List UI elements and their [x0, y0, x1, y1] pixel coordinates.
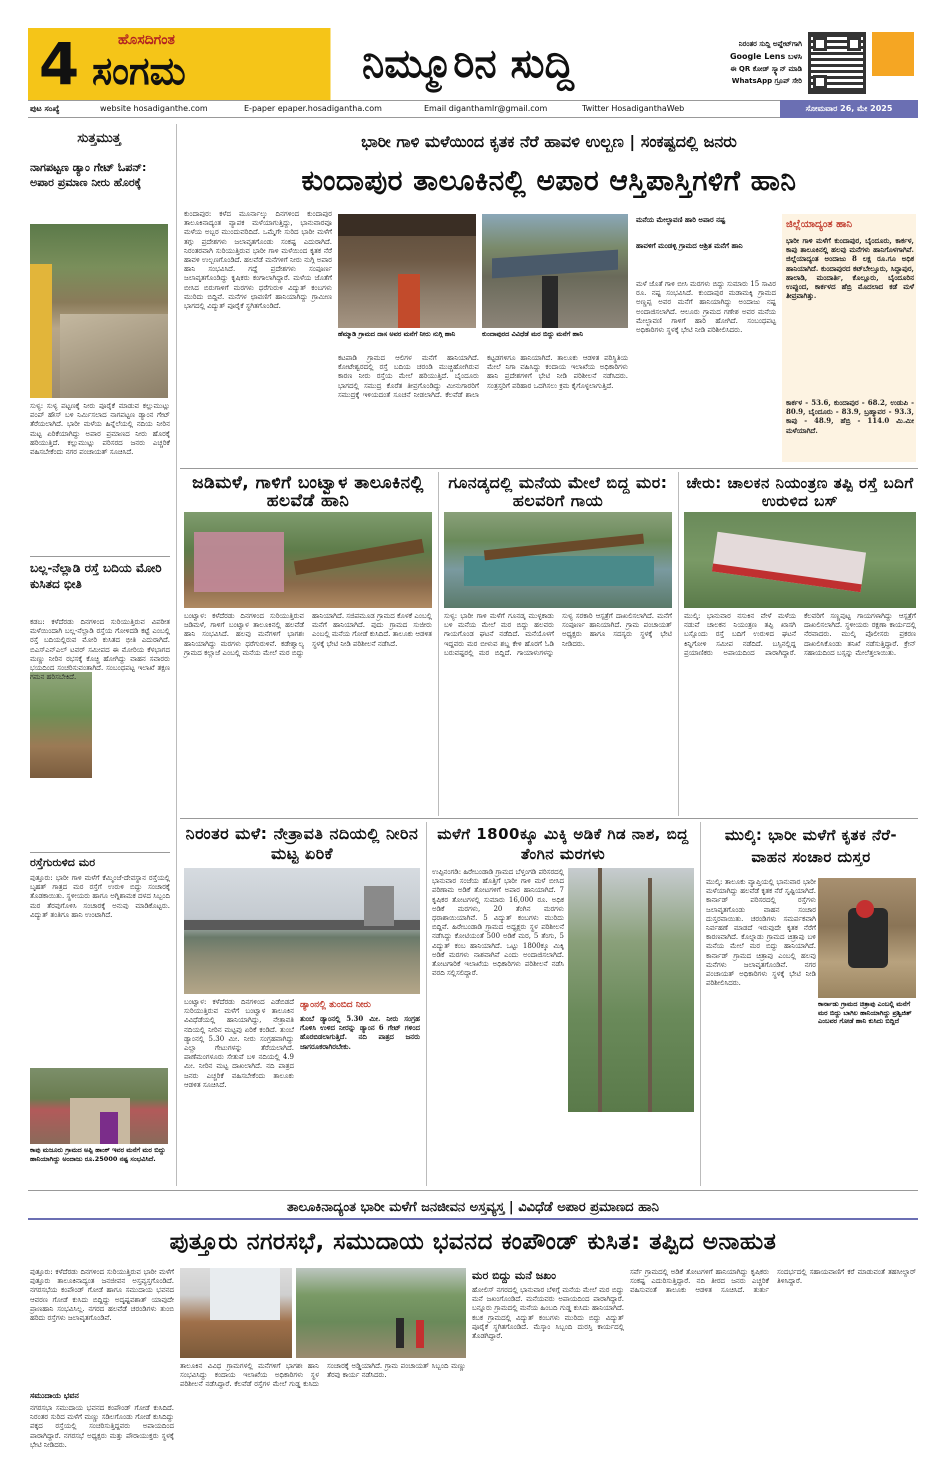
page-number: 4 [38, 30, 80, 98]
row2-story1-headline: ಜಡಿಮಳೆ, ಗಾಳಿಗೆ ಬಂಟ್ವಾಳ ತಾಲೂಕಿನಲ್ಲಿ ಹಲವೆಡೆ ಹಾನಿ [192, 473, 424, 511]
column-rule [438, 472, 439, 816]
qr-note-1: ನಿರಂತರ ಸುದ್ದಿ ಅಪ್ಡೇಟ್‌ಗಾಗಿ [738, 40, 802, 48]
brand-big: ಸಂಗಮ [92, 49, 186, 93]
lead-photo1 [338, 214, 476, 328]
twitter-link[interactable]: Twitter HosadiganthaWeb [582, 104, 685, 113]
lead-kicker: ಭಾರೀ ಗಾಳಿ ಮಳೆಯಿಂದ ಕೃತಕ ನೆರೆ ಹಾವಳಿ ಉಲ್ಬಣ | ಸಂಕಷ್ಟದಲ್ಲಿ ಜನರು [361, 132, 737, 151]
email-link[interactable]: Email diganthamlr@gmail.com [424, 104, 548, 113]
bottom-body2: ನಗರಸಭಾ ಸಮುದಾಯ ಭವನದ ಕಂಪೌಂಡ್ ಗೋಡೆ ಕುಸಿದಿದೆ. ನಿರಂತರ ಸುರಿದ ಮಳೆಗೆ ಮಣ್ಣು ಸಡಿಲಗೊಂಡು ಗೋಡೆ ಕುಸಿದಿದ್ದು ಪಕ್ಕದ ರಸ್ತೆಯಲ್ಲಿ ಸಂಚರಿಸುತ್ತಿದ್ದವರು ಅಪಾಯದಿಂದ ಪಾರಾಗಿದ್ದಾರೆ. ನಗರಸಭೆ ಅಧ್ಯಕ್ಷರು ಮತ್ತು ಪೌರಾಯುಕ್ತರು ಸ್ಥಳಕ್ಕೆ ಭೇಟಿ ನೀಡಿದರು. [30, 1404, 174, 1449]
row2-story2-photo [444, 512, 672, 608]
row3-story1-headline: ನಿರಂತರ ಮಳೆ: ನೇತ್ರಾವತಿ ನದಿಯಲ್ಲಿ ನೀರಿನ ಮಟ್ಟ ಏರಿಕೆ [185, 824, 419, 863]
row3-story1-body: ಬಂಟ್ವಾಳ: ಕಳೆದೆರಡು ದಿನಗಳಿಂದ ಎಡೆಬಿಡದೆ ಸುರಿಯುತ್ತಿರುವ ಮಳೆಗೆ ಬಂಟ್ವಾಳ ತಾಲೂಕಿನ ವಿವಿಧೆಡೆಯಲ್ಲಿ ಹಾನಿಯಾಗಿದ್ದು, ನೇತ್ರಾವತಿ ನದಿಯಲ್ಲಿ ನೀರಿನ ಮಟ್ಟವು ಏರಿಕೆ ಕಂಡಿದೆ. ತುಂಬೆ ಡ್ಯಾಂನಲ್ಲಿ 5.30 ಮೀ. ನೀರು ಸಂಗ್ರಹವಾಗಿದ್ದು ಎಲ್ಲಾ ಗೇಟುಗಳನ್ನು ತೆರೆಯಲಾಗಿದೆ. ಪಾಣೆಮಂಗಳೂರು ಸೇತುವೆ ಬಳಿ ನದಿಯಲ್ಲಿ 4.9 ಮೀ. ನೀರಿನ ಮಟ್ಟ ದಾಖಲಾಗಿದೆ. ನದಿ ಪಾತ್ರದ ಜನರು ಎಚ್ಚರಿಕೆ ವಹಿಸಬೇಕೆಂದು ತಾಲೂಕು ಆಡಳಿತ ಸೂಚಿಸಿದೆ. [184, 998, 294, 1089]
row3-story1-photo [184, 868, 420, 994]
lead-photo1-caption: ಹೆಮ್ಮಾಡಿ ಗ್ರಾಮದ ದಾಸ ಅವರ ಮನೆಗೆ ನೀರು ನುಗ್ಗಿ ಹಾನಿ [338, 330, 456, 338]
left-story3-headline: ರಸ್ತೆಗುರುಳಿದ ಮರ [30, 856, 96, 869]
lead-photo2-caption: ಕುಂದಾಪುರದ ವಿವಿಧೆಡೆ ಮರ ಬಿದ್ದು ಮನೆಗೆ ಹಾನಿ [482, 330, 583, 338]
bottom-subhead2: ಮರ ಬಿದ್ದು ಮನೆ ಜಖಂ [472, 1269, 557, 1282]
section-label: ಪುಟ ಸಂಖ್ಯೆ [30, 104, 60, 113]
bottom-photo1 [180, 1268, 292, 1358]
row3-story3-photo [818, 878, 916, 998]
epaper-link[interactable]: E-paper epaper.hosadigantha.com [244, 104, 382, 113]
row3-story2-body: ಉಪ್ಪಿನಂಗಡಿ: ಹಿರೇಬಂಡಾಡಿ ಗ್ರಾಮದ ಬೆಳ್ತಂಗಡಿ ಪರಿಸರದಲ್ಲಿ ಭಾನುವಾರ ಸಂಜೆಯ ಹೊತ್ತಿಗೆ ಭಾರೀ ಗಾಳಿ ಮಳೆ ಬೀಸಿದ ಪರಿಣಾಮ ಅಡಿಕೆ ತೋಟಗಳಿಗೆ ಅಪಾರ ಹಾನಿಯಾಗಿದೆ. 7 ಕೃಷಿಕರ ತೋಟಗಳಲ್ಲಿ ಸುಮಾರು 16,000 ರೂ. ಅಧಿಕ ಅಡಿಕೆ ಮರಗಳು, 20 ತೆಂಗಿನ ಮರಗಳು ಧರಾಶಾಯಿಯಾಗಿವೆ. 5 ವಿದ್ಯುತ್ ಕಂಬಗಳು ಮುರಿದು ಬಿದ್ದಿವೆ. ಹಿರೇಬಂಡಾಡಿ ಗ್ರಾಮದ ಅಧ್ಯಕ್ಷರು ಸ್ಥಳ ಪರಿಶೀಲನೆ ನಡೆಸಿದ್ದು ಕೋಟಿಯಂತೆ 500 ಅಡಿಕೆ ಮರ, 5 ತೆಂಗು, 5 ವಿದ್ಯುತ್ ಕಂಬ ಹಾನಿಯಾಗಿದೆ. ಒಟ್ಟು 1800ಕ್ಕೂ ಮಿಕ್ಕಿ ಅಡಿಕೆ ಮರಗಳು ನಾಶವಾಗಿವೆ ಎಂದು ಅಂದಾಜಿಸಲಾಗಿದೆ. ತೋಟಗಾರಿಕೆ ಇಲಾಖೆಯ ಅಧಿಕಾರಿಗಳು ಪರಿಶೀಲನೆ ನಡೆಸಿ ವರದಿ ಸಲ್ಲಿಸಲಿದ್ದಾರೆ. [432, 868, 564, 978]
lead-body1: ಕುಂದಾಪುರ: ಕಳೆದ ಮೂರ್ನಾಲ್ಕು ದಿನಗಳಿಂದ ಕುಂದಾಪುರ ತಾಲೂಕಿನಾದ್ಯಂತ ವ್ಯಾಪಕ ಮಳೆಯಾಗುತ್ತಿದ್ದು, ಭಾನುವಾರವೂ ಮಳೆಯ ಅಬ್ಬರ ಮುಂದುವರಿದಿದೆ. ಒಮ್ಮೆಗೇ ಸುರಿದ ಭಾರೀ ಮಳೆಗೆ ತಗ್ಗು ಪ್ರದೇಶಗಳು ಜಲಾವೃತಗೊಂಡು ಸಂಕಷ್ಟ ಎದುರಾಗಿದೆ. ನಿರಂತರವಾಗಿ ಸುರಿಯುತ್ತಿರುವ ಭಾರೀ ಗಾಳಿ ಮಳೆಯಿಂದ ಕೃತಕ ನೆರೆ ಹಾವಳಿ ಉಲ್ಬಣಗೊಂಡಿದೆ. ಹಲವೆಡೆ ಮನೆಗಳಿಗೆ ನೀರು ನುಗ್ಗಿ ಅಪಾರ ಹಾನಿ ಸಂಭವಿಸಿದೆ. ಗದ್ದೆ ಪ್ರದೇಶಗಳು ಸಂಪೂರ್ಣ ಜಲಾವೃತಗೊಂಡಿದ್ದು ಕೃಷಿಕರು ಕಂಗಾಲಾಗಿದ್ದಾರೆ. ಮಳೆಯ ಜೊತೆಗೆ ಬೀಸಿದ ಬಿರುಗಾಳಿಗೆ ಮರಗಳು ಧರೆಗುರುಳಿ ವಿದ್ಯುತ್ ಕಂಬಗಳು ಮುರಿದು ಬಿದ್ದಿವೆ. ಮನೆಗಳ ಛಾವಣಿಗೆ ಹಾನಿಯಾಗಿದ್ದು ಗ್ರಾಮೀಣ ಭಾಗದಲ್ಲಿ ವಿದ್ಯುತ್ ಪೂರೈಕೆ ಸ್ಥಗಿತಗೊಂಡಿದೆ. [184, 210, 332, 311]
row2-story1-body: ಬಂಟ್ವಾಳ: ಕಳೆದೆರಡು ದಿನಗಳಿಂದ ಸುರಿಯುತ್ತಿರುವ ಜಡಿಮಳೆ, ಗಾಳಿಗೆ ಬಂಟ್ವಾಳ ತಾಲೂಕಿನಲ್ಲಿ ಹಲವೆಡೆ ಹಾನಿ ಸಂಭವಿಸಿದೆ. ಹಲವು ಮನೆಗಳಿಗೆ ಭಾಗಶಃ ಹಾನಿಯಾಗಿದ್ದು ಮರಗಳು ಧರೆಗುರುಳಿವೆ. ಕಡೇಶ್ವಾಲ್ಯ ಗ್ರಾಮದ ಕಲ್ಲಾಜೆ ಎಂಬಲ್ಲಿ ಮನೆಯ ಮೇಲೆ ಮರ ಬಿದ್ದು ಹಾನಿಯಾಗಿದೆ. ಸಜಿಪಮೂಡ ಗ್ರಾಮದ ಕೊಳಕೆ ಎಂಬಲ್ಲಿ ಮನೆಗೆ ಹಾನಿಯಾಗಿದೆ. ಪುದು ಗ್ರಾಮದ ಸುಜೀರು ಎಂಬಲ್ಲಿ ಮನೆಯ ಗೋಡೆ ಕುಸಿದಿದೆ. ತಾಲೂಕು ಆಡಳಿತ ಸ್ಥಳಕ್ಕೆ ಭೇಟಿ ನೀಡಿ ಪರಿಶೀಲನೆ ನಡೆಸಿದೆ. [184, 612, 432, 657]
row2-story2-body: ಸುಳ್ಯ: ಭಾರೀ ಗಾಳಿ ಮಳೆಗೆ ಗೂನಡ್ಕ ಮುಳ್ಳಕಾಡು ಬಳಿ ಮನೆಯ ಮೇಲೆ ಮರ ಬಿದ್ದು ಹಲವರು ಗಾಯಗೊಂಡ ಘಟನೆ ನಡೆದಿದೆ. ಮನೆಯೊಳಗೆ ಇದ್ದವರು ಮರ ಬೀಳುವ ಶಬ್ದ ಕೇಳಿ ಹೊರಗೆ ಓಡಿ ಬರುವಷ್ಟರಲ್ಲಿ ಮರ ಬಿದ್ದಿದೆ. ಗಾಯಾಳುಗಳನ್ನು ಸುಳ್ಯ ಸರಕಾರಿ ಆಸ್ಪತ್ರೆಗೆ ದಾಖಲಿಸಲಾಗಿದೆ. ಮನೆಗೆ ಸಂಪೂರ್ಣ ಹಾನಿಯಾಗಿದೆ. ಗ್ರಾಮ ಪಂಚಾಯತ್ ಅಧ್ಯಕ್ಷರು ಹಾಗೂ ಸದಸ್ಯರು ಸ್ಥಳಕ್ಕೆ ಭೇಟಿ ನೀಡಿದರು. [444, 612, 672, 657]
masthead-accent-block [872, 32, 914, 76]
lead-body2: ಕಟಪಾಡಿ ಗ್ರಾಮದ ಆಲಿಗಳ ಮನೆಗೆ ಹಾನಿಯಾಗಿದೆ. ಕೋಟೇಶ್ವರದಲ್ಲಿ ರಸ್ತೆ ಬದಿಯ ಚರಂಡಿ ಮುಚ್ಚಿಹೋಗಿರುವ ಕಾರಣ ನೀರು ರಸ್ತೆಯ ಮೇಲೆ ಹರಿಯುತ್ತಿದೆ. ಬೈಂದೂರು ಭಾಗದಲ್ಲಿ ಸಮುದ್ರ ಕೊರೆತ ತೀವ್ರಗೊಂಡಿದ್ದು ಮೀನುಗಾರರಿಗೆ ಸಮುದ್ರಕ್ಕೆ ಇಳಿಯದಂತೆ ಸೂಚನೆ ನೀಡಲಾಗಿದೆ. ಕೆಲವೆಡೆ ಶಾಲಾ ಕಟ್ಟಡಗಳಿಗೂ ಹಾನಿಯಾಗಿದೆ. ತಾಲೂಕು ಆಡಳಿತ ಪರಿಸ್ಥಿತಿಯ ಮೇಲೆ ನಿಗಾ ವಹಿಸಿದ್ದು ಕಂದಾಯ ಇಲಾಖೆಯ ಅಧಿಕಾರಿಗಳು ಹಾನಿ ಪ್ರದೇಶಗಳಿಗೆ ಭೇಟಿ ನೀಡಿ ಪರಿಶೀಲನೆ ನಡೆಸಿದರು. ಸಂತ್ರಸ್ತರಿಗೆ ಪರಿಹಾರ ಒದಗಿಸಲು ಕ್ರಮ ಕೈಗೊಳ್ಳಲಾಗುತ್ತಿದೆ. [338, 354, 628, 399]
left-story3-body: ಪುತ್ತೂರು: ಭಾರೀ ಗಾಳಿ ಮಳೆಗೆ ಕೆಮ್ಮಿಂಜೆ-ದೇವಸ್ಥಾನ ರಸ್ತೆಯಲ್ಲಿ ಬೃಹತ್ ಗಾತ್ರದ ಮರ ರಸ್ತೆಗೆ ಉರುಳಿ ಬಿದ್ದು ಸಂಚಾರಕ್ಕೆ ತೊಡಕಾಯಿತು. ಸ್ಥಳೀಯರು ಹಾಗೂ ಅಗ್ನಿಶಾಮಕ ದಳದ ಸಿಬ್ಬಂದಿ ಮರ ತೆರವುಗೊಳಿಸಿ ಸಂಚಾರಕ್ಕೆ ಅನುವು ಮಾಡಿಕೊಟ್ಟರು. ವಿದ್ಯುತ್ ತಂತಿಗೂ ಹಾನಿ ಉಂಟಾಗಿದೆ. [30, 874, 170, 919]
lead-photo2 [482, 214, 628, 328]
left-story1-body: ಸುಳ್ಯ: ಸುಳ್ಯ ಪಟ್ಟಣಕ್ಕೆ ನೀರು ಪೂರೈಕೆ ಮಾಡುವ ಕಲ್ಲುಮುಟ್ಲು ಪಂಪ್ ಹೌಸ್ ಬಳಿ ನಿರ್ಮಿಸಲಾದ ನಾಗಪಟ್ಟಣ ಡ್ಯಾಂನ ಗೇಟ್ ತೆರೆಯಲಾಗಿದೆ. ಭಾರೀ ಮಳೆಯ ಹಿನ್ನೆಲೆಯಲ್ಲಿ ನದಿಯ ನೀರಿನ ಮಟ್ಟ ಏರಿಕೆಯಾಗಿದ್ದು ಅಪಾರ ಪ್ರಮಾಣದ ನೀರು ಹೊರಕ್ಕೆ ಹರಿಯುತ್ತಿದೆ. ಕಲ್ಲುಮುಟ್ಲು ಪರಿಸರದ ಜನರು ಎಚ್ಚರಿಕೆ ವಹಿಸಬೇಕೆಂದು ನಗರ ಪಂಚಾಯತ್ ಸೂಚಿಸಿದೆ. [30, 402, 170, 457]
sidebar-title: ಜಿಲ್ಲೆಯಾದ್ಯಂತ ಹಾನಿ [786, 219, 853, 230]
date-label: ಸೋಮವಾರ 26, ಮೇ 2025 [780, 100, 918, 118]
row2-story1-photo [184, 512, 432, 608]
bottom-headline: ಪುತ್ತೂರು ನಗರಸಭೆ, ಸಮುದಾಯ ಭವನದ ಕಂಪೌಂಡ್ ಕುಸಿತ: ತಪ್ಪಿದ ಅನಾಹುತ [169, 1229, 777, 1255]
sidebar-body: ಭಾರೀ ಗಾಳಿ ಮಳೆಗೆ ಕುಂದಾಪುರ, ಬೈಂದೂರು, ಕಾರ್ಕಳ, ಕಾಪು ತಾಲೂಕಿನಲ್ಲಿ ಹಲವು ಮನೆಗಳು ಹಾನಿಗೊಳಗಾಗಿವೆ. ಜಿಲ್ಲೆಯಾದ್ಯಂತ ಅಂದಾಜು 8 ಲಕ್ಷ ರೂ.ಗೂ ಅಧಿಕ ಹಾನಿಯಾಗಿದೆ. ಕುಂದಾಪುರದ ಕಟ್‌ಬೇಲ್ತೂರು, ಸಿದ್ದಾಪುರ, ಹಾಲಾಡಿ, ಮಂದಾರ್ತಿ, ಕೊಲ್ಲೂರು, ಬೈಂದೂರಿನ ಉಪ್ಪುಂದ, ಕಾರ್ಕಳದ ಹೆಬ್ರಿ ಮೊದಲಾದ ಕಡೆ ಮಳೆ ತೀವ್ರವಾಗಿತ್ತು. [786, 236, 914, 301]
row2-story2-headline: ಗೂನಡ್ಕದಲ್ಲಿ ಮನೆಯ ಮೇಲೆ ಬಿದ್ದ ಮರ: ಹಲವರಿಗೆ ಗಾಯ [448, 473, 668, 510]
bottom-photo2 [296, 1268, 466, 1358]
qr-note-3: ಈ QR ಕೋಡ್ ಸ್ಕ್ಯಾನ್ ಮಾಡಿ [730, 65, 802, 73]
row3-story3-body: ಮುಲ್ಕಿ: ತಾಲೂಕು ವ್ಯಾಪ್ತಿಯಲ್ಲಿ ಭಾನುವಾರ ಭಾರೀ ಮಳೆಯಾಗಿದ್ದು ಹಲವೆಡೆ ಕೃತಕ ನೆರೆ ಸೃಷ್ಟಿಯಾಗಿದೆ. ಕಾರ್ನಾಡ್ ಪರಿಸರದಲ್ಲಿ ರಸ್ತೆಗಳು ಜಲಾವೃತಗೊಂಡು ವಾಹನ ಸಂಚಾರ ದುಸ್ತರವಾಯಿತು. ಚರಂಡಿಗಳು ಸಮರ್ಪಕವಾಗಿ ನಿರ್ವಹಣೆ ಮಾಡದೆ ಇರುವುದೇ ಕೃತಕ ನೆರೆಗೆ ಕಾರಣವಾಗಿದೆ. ಕೊಲ್ನಾಡು ಗ್ರಾಮದ ಚಿತ್ರಾಪು ಬಳಿ ಮನೆಯ ಮೇಲೆ ಮರ ಬಿದ್ದು ಹಾನಿಯಾಗಿದೆ. ಕಾರ್ನಾಡ್ ಗ್ರಾಮದ ಚಿತ್ರಾಪು ಎಂಬಲ್ಲಿ ಹಲವು ಮನೆಗಳು ಜಲಾವೃತಗೊಂಡಿವೆ. ನಗರ ಪಂಚಾಯತ್ ಅಧಿಕಾರಿಗಳು ಸ್ಥಳಕ್ಕೆ ಭೇಟಿ ನೀಡಿ ಪರಿಶೀಲಿಸಿದರು. [706, 878, 816, 988]
qr-note-2: Google Lens ಬಳಸಿ [729, 52, 802, 61]
row2-story3-photo [684, 512, 916, 608]
row3-story2-photo [568, 868, 694, 1112]
row3-story1-box-title: ಡ್ಯಾಂನಲ್ಲಿ ತುಂಬಿದ ನೀರು [300, 1000, 371, 1010]
lead-bullet2: ಹಾವಳಿಗೆ ಮಂಡಳ್ಳಿ ಗ್ರಾಮದ ಆಶ್ರಿತ ಮನೆಗೆ ಹಾನಿ [636, 242, 743, 250]
divider [30, 556, 170, 557]
row2-story3-body: ಮುಲ್ಕಿ: ಭಾನುವಾರ ನಸುಕಿನ ವೇಳೆ ಮಳೆಯ ನಡುವೆ ಚಾಲಕನ ನಿಯಂತ್ರಣ ತಪ್ಪಿ ಖಾಸಗಿ ಬಸ್ಸೊಂದು ರಸ್ತೆ ಬದಿಗೆ ಉರುಳಿದ ಘಟನೆ ಕಿನ್ನಿಗೋಳಿ ಸಮೀಪ ನಡೆದಿದೆ. ಬಸ್ಸಿನಲ್ಲಿದ್ದ ಪ್ರಯಾಣಿಕರು ಅಪಾಯದಿಂದ ಪಾರಾಗಿದ್ದಾರೆ. ಕೆಲವರಿಗೆ ಸಣ್ಣಪುಟ್ಟ ಗಾಯಗಳಾಗಿದ್ದು ಆಸ್ಪತ್ರೆಗೆ ದಾಖಲಿಸಲಾಗಿದೆ. ಸ್ಥಳೀಯರು ರಕ್ಷಣಾ ಕಾರ್ಯದಲ್ಲಿ ನೆರವಾದರು. ಮುಲ್ಕಿ ಪೊಲೀಸರು ಪ್ರಕರಣ ದಾಖಲಿಸಿಕೊಂಡು ತನಿಖೆ ನಡೆಸುತ್ತಿದ್ದಾರೆ. ಕ್ರೇನ್ ಸಹಾಯದಿಂದ ಬಸ್ಸನ್ನು ಮೇಲೆತ್ತಲಾಯಿತು. [684, 612, 916, 657]
row3-story3-caption: ಕಾರ್ನಾಡು ಗ್ರಾಮದ ಚಿತ್ರಾಪು ಎಂಬಲ್ಲಿ ಮನೆಗೆ ಮರ ಬಿದ್ದು ಬಾಗಿಲ ಹಾನಿಯಾಗಿದ್ದು ಪ್ರಶ್ವಿಜಿತ್ ಎಂಬವರ ಗೋಡೆ ಹಾನಿ ಕುಸಿದು ಬಿದ್ದಿದೆ [818, 1000, 912, 1025]
column-rule [678, 472, 679, 816]
bottom-subhead: ಸಮುದಾಯ ಭವನ [30, 1391, 79, 1400]
bottom-body1: ಪುತ್ತೂರು: ಕಳೆದೆರಡು ದಿನಗಳಿಂದ ಸುರಿಯುತ್ತಿರುವ ಭಾರೀ ಮಳೆಗೆ ಪುತ್ತೂರು ತಾಲೂಕಿನಾದ್ಯಂತ ಜನಜೀವನ ಅಸ್ತವ್ಯಸ್ತಗೊಂಡಿದೆ. ನಗರಸಭೆಯ ಕಂಪೌಂಡ್ ಗೋಡೆ ಹಾಗೂ ಸಮುದಾಯ ಭವನದ ಆವರಣ ಗೋಡೆ ಕುಸಿದು ಬಿದ್ದಿದ್ದು ಅದೃಷ್ಟವಶಾತ್ ಯಾವುದೇ ಪ್ರಾಣಹಾನಿ ಸಂಭವಿಸಿಲ್ಲ. ನಗರದ ಹಲವೆಡೆ ಚರಂಡಿಗಳು ತುಂಬಿ ಹರಿದು ರಸ್ತೆಗಳು ಜಲಾವೃತಗೊಂಡಿವೆ. [30, 1268, 174, 1323]
column-rule [426, 822, 427, 1186]
sidebar-stats: ಕಾರ್ಕಳ - 53.6, ಕುಂದಾಪುರ - 68.2, ಉಡುಪಿ - 80.9, ಬೈಂದೂರು - 83.9, ಬ್ರಹ್ಮಾವರ - 93.3, ಕಾಪು - 48.9, ಹೆಬ್ರಿ - 114.0 ಮಿ.ಮೀ ಮಳೆಯಾಗಿದೆ. [786, 398, 914, 435]
section-label-suttamutta: ಸುತ್ತಮುತ್ತ [77, 131, 121, 146]
bottom-body4: ತಾಲೂಕಿನ ವಿವಿಧ ಗ್ರಾಮಗಳಲ್ಲಿ ಮನೆಗಳಿಗೆ ಭಾಗಶಃ ಹಾನಿ ಸಂಭವಿಸಿದ್ದು ಕಂದಾಯ ಇಲಾಖೆಯ ಅಧಿಕಾರಿಗಳು ಸ್ಥಳ ಪರಿಶೀಲನೆ ನಡೆಸಿದ್ದಾರೆ. ಕೆಲವೆಡೆ ರಸ್ತೆಗಳ ಮೇಲೆ ಗುಡ್ಡ ಕುಸಿದು ಸಂಚಾರಕ್ಕೆ ಅಡ್ಡಿಯಾಗಿದೆ. ಗ್ರಾಮ ಪಂಚಾಯತ್ ಸಿಬ್ಬಂದಿ ಮಣ್ಣು ತೆರವು ಕಾರ್ಯ ನಡೆಸಿದರು. [180, 1362, 466, 1389]
left-story2-headline: ಬಲ್ಲ-ನೆಲ್ಲಾಡಿ ರಸ್ತೆ ಬದಿಯ ಮೋರಿ ಕುಸಿತದ ಭೀತಿ [30, 561, 162, 591]
bottom-body5: ಸರ್ವೆ ಗ್ರಾಮದಲ್ಲಿ ಅಡಿಕೆ ತೋಟಗಳಿಗೆ ಹಾನಿಯಾಗಿದ್ದು ಕೃಷಿಕರು ಸಂಕಷ್ಟ ಎದುರಿಸುತ್ತಿದ್ದಾರೆ. ನದಿ ತೀರದ ಜನರು ಎಚ್ಚರಿಕೆ ವಹಿಸುವಂತೆ ತಾಲೂಕು ಆಡಳಿತ ಸೂಚಿಸಿದೆ. ತುರ್ತು ಸಂದರ್ಭದಲ್ಲಿ ಸಹಾಯವಾಣಿಗೆ ಕರೆ ಮಾಡುವಂತೆ ತಹಸೀಲ್ದಾರ್ ತಿಳಿಸಿದ್ದಾರೆ. [630, 1268, 916, 1295]
bottom-kicker: ತಾಲೂಕಿನಾದ್ಯಂತ ಭಾರೀ ಮಳೆಗೆ ಜನಜೀವನ ಅಸ್ತವ್ಯಸ್ತ | ವಿವಿಧೆಡೆ ಅಪಾರ ಪ್ರಮಾಣದ ಹಾನಿ [28, 1196, 918, 1220]
lead-body3: ಮಳೆ ಜೊತೆ ಗಾಳಿ ಬೀಸಿ ಮರಗಳು ಬಿದ್ದು ಸುಮಾರು 15 ಸಾವಿರ ರೂ. ನಷ್ಟ ಸಂಭವಿಸಿದೆ. ಕುಂದಾಪುರ ಮಡಾಮಕ್ಕಿ ಗ್ರಾಮದ ಅಣ್ಣಪ್ಪ ಅವರ ಮನೆಗೆ ಹಾನಿಯಾಗಿದ್ದು ಅಂದಾಜು ನಷ್ಟ ಅಂದಾಜಿಸಲಾಗಿದೆ. ಆಲೂರು ಗ್ರಾಮದ ಗಣೇಶ ಅವರ ಮನೆಯ ಮೇಲ್ಛಾವಣಿ ಗಾಳಿಗೆ ಹಾರಿ ಹೋಗಿದೆ. ಸಂಬಂಧಪಟ್ಟ ಅಧಿಕಾರಿಗಳು ಸ್ಥಳಕ್ಕೆ ಭೇಟಿ ನೀಡಿ ಪರಿಶೀಲಿಸಿದರು. [636, 280, 776, 335]
left-story2-body: ಕಡಬ: ಕಳೆದೆರಡು ದಿನಗಳಿಂದ ಸುರಿಯುತ್ತಿರುವ ವಿಪರೀತ ಮಳೆಯಿಂದಾಗಿ ಬಲ್ಲ-ನೆಲ್ಲಾಡಿ ರಸ್ತೆಯ ಗೋಳಿದಡಿ ಕಟ್ಟೆ ಎಂಬಲ್ಲಿ ರಸ್ತೆ ಬದಿಯಲ್ಲಿರುವ ಮೋರಿ ಕುಸಿತದ ಭೀತಿ ಎದುರಾಗಿದೆ. ಬಿಎಸ್‌ಎನ್‌ಎಲ್ ಟವರ್ ಸಮೀಪದ ಈ ಮೋರಿಯ ಕೆಳಭಾಗದ ಮಣ್ಣು ನೀರಿನ ರಭಸಕ್ಕೆ ಕೊಚ್ಚಿ ಹೋಗಿದ್ದು ವಾಹನ ಸವಾರರು ಭಯದಿಂದ ಸಂಚರಿಸುವಂತಾಗಿದೆ. ಸಂಬಂಧಪಟ್ಟ ಇಲಾಖೆ ತಕ್ಷಣ ಗಮನ ಹರಿಸಬೇಕಿದೆ. [30, 618, 170, 682]
dam-photo [30, 224, 168, 398]
lead-bullet1: ಮನೆಯ ಮೇಲ್ಛಾವಣಿ ಹಾರಿ ಅಪಾರ ನಷ್ಟ [636, 216, 726, 224]
left-story3-caption: ಕಾಪು ಮಜೂರು ಗ್ರಾಮದ ಅಪ್ಪಿ ಹಾಂಕ್ ಇವರ ಮನೆಗೆ ಮರ ಬಿದ್ದು ಹಾನಿಯಾಗಿದ್ದು ಅಂದಾಜು ರೂ.25000 ನಷ್ಟ ಸಂಭವಿಸಿದೆ. [30, 1146, 166, 1163]
qr-note-4: WhatsApp ಗ್ರೂಪ್ ಸೇರಿ [731, 77, 802, 85]
divider [28, 1190, 918, 1191]
divider [180, 468, 918, 469]
house-tree-photo [30, 1068, 168, 1144]
column-rule [700, 822, 701, 1186]
left-story1-headline: ನಾಗಪಟ್ಟಣ ಡ್ಯಾಂ ಗೇಟ್ ಓಪನ್: ಅಪಾರ ಪ್ರಮಾಣ ನೀರು ಹೊರಕ್ಕೆ [30, 161, 147, 189]
row3-story3-headline: ಮುಲ್ಕಿ: ಭಾರೀ ಮಳೆಗೆ ಕೃತಕ ನೆರೆ- ವಾಹನ ಸಂಚಾರ ದುಸ್ತರ [724, 826, 898, 866]
qr-code-icon [808, 32, 866, 94]
column-rule [176, 124, 177, 1186]
website-link[interactable]: website hosadiganthe.com [100, 104, 208, 113]
brand-small: ಹೊಸದಿಗಂತ [118, 32, 175, 48]
row3-story2-headline: ಮಳೆಗೆ 1800ಕ್ಕೂ ಮಿಕ್ಕಿ ಅಡಿಕೆ ಗಿಡ ನಾಶ, ಬಿದ್ದ ತೆಂಗಿನ ಮರಗಳು [437, 825, 689, 863]
row3-story1-box-body: ತುಂಬೆ ಡ್ಯಾಂನಲ್ಲಿ 5.30 ಮೀ. ನೀರು ಸಂಗ್ರಹ ಗೊಳಿಸಿ ಉಳಿದ ನೀರನ್ನು ಡ್ಯಾಂನ 6 ಗೇಟ್ ಗಳಿಂದ ಹೊರಬಿಡಲಾಗುತ್ತಿದೆ. ನದಿ ಪಾತ್ರದ ಜನರು ಜಾಗರೂಕರಾಗಿರಬೇಕು. [300, 1014, 420, 1051]
divider [30, 852, 170, 853]
divider [180, 818, 918, 819]
lead-headline: ಕುಂದಾಪುರ ತಾಲೂಕಿನಲ್ಲಿ ಅಪಾರ ಆಸ್ತಿಪಾಸ್ತಿಗಳಿಗೆ ಹಾನಿ [301, 164, 797, 197]
masthead-title: ನಿಮ್ಮೂರಿನ ಸುದ್ದಿ [362, 41, 574, 87]
row2-story3-headline: ಚೇರು: ಚಾಲಕನ ನಿಯಂತ್ರಣ ತಪ್ಪಿ ರಸ್ತೆ ಬದಿಗೆ ಉರುಳಿದ ಬಸ್ [686, 474, 914, 510]
bottom-body3: ಹೋಲಿಸ್ ನಗರದಲ್ಲಿ ಭಾನುವಾರ ಬೆಳಿಗ್ಗೆ ಮನೆಯ ಮೇಲೆ ಮರ ಬಿದ್ದು ಮನೆ ಜಖಂಗೊಂಡಿದೆ. ಮನೆಯವರು ಅಪಾಯದಿಂದ ಪಾರಾಗಿದ್ದಾರೆ. ಬನ್ನೂರು ಗ್ರಾಮದಲ್ಲಿ ಮನೆಯ ಹಿಂಬದಿ ಗುಡ್ಡ ಕುಸಿದು ಹಾನಿಯಾಗಿದೆ. ಕಬಕ ಗ್ರಾಮದಲ್ಲಿ ವಿದ್ಯುತ್ ಕಂಬಗಳು ಮುರಿದು ಬಿದ್ದು ವಿದ್ಯುತ್ ಪೂರೈಕೆ ಸ್ಥಗಿತಗೊಂಡಿದೆ. ಮೆಸ್ಕಾಂ ಸಿಬ್ಬಂದಿ ದುರಸ್ತಿ ಕಾರ್ಯದಲ್ಲಿ ತೊಡಗಿದ್ದಾರೆ. [472, 1286, 624, 1341]
